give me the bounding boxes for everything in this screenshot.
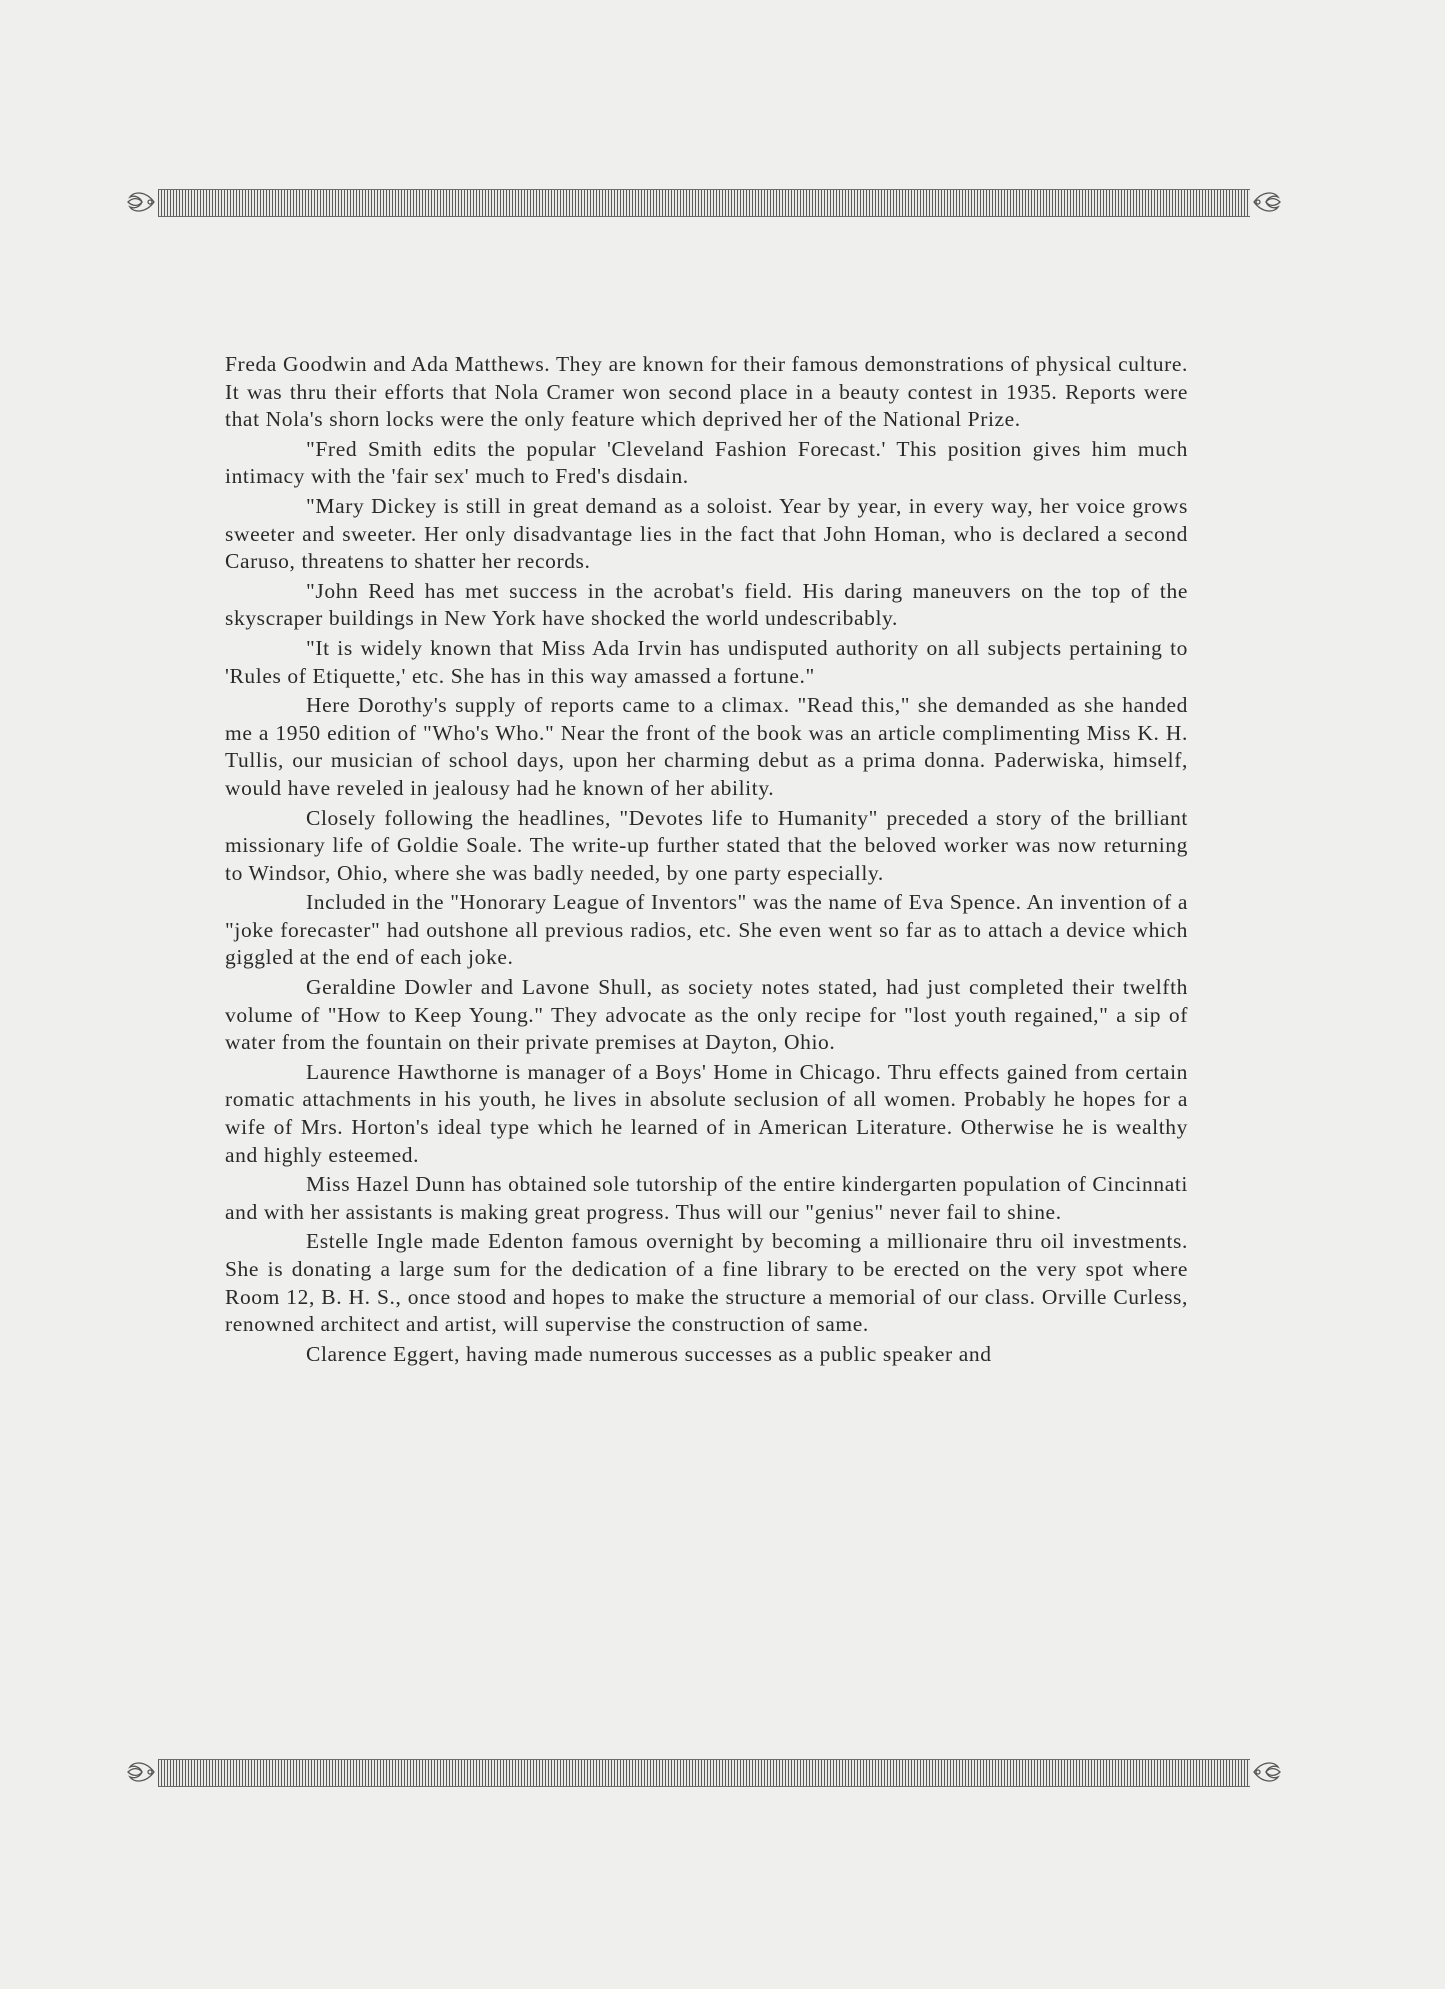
paragraph: "John Reed has met success in the acrobat's field. His daring maneuvers on the top of the skyscraper buildings in New York have shocked the world undescribably. [225, 578, 1188, 631]
paragraph: Geraldine Dowler and Lavone Shull, as society notes stated, had just completed their twelfth volume of "How to Keep Young." They advocate as the only recipe for "lost youth regained," a sip of water from the fountain on their private premises at Dayton, Ohio. [225, 975, 1188, 1055]
paragraph: Included in the "Honorary League of Inventors" was the name of Eva Spence. An invention of a "joke forecaster" had outshone all previous radios, etc. She even went so far as to attach a device which giggled at the end of each joke. [225, 890, 1188, 970]
fleuron-icon [1250, 185, 1284, 219]
fleuron-icon [124, 185, 158, 219]
paragraph: Laurence Hawthorne is manager of a Boys' Home in Chicago. Thru effects gained from certain romatic attachments in his youth, he lives in absolute seclusion of all women. Probably he hopes for a wife of Mrs. Horton's ideal type which he learned of in American Literature. Otherwise he is wealthy and highly esteemed. [225, 1059, 1188, 1167]
border-rule [158, 189, 1250, 217]
paragraph: Estelle Ingle made Edenton famous overnight by becoming a millionaire thru oil investments. She is donating a large sum for the dedication of a fine library to be erected on the very spot where Room 12, B. H. S., once stood and hopes to make the structure a memorial of our class. Orville Curless, renowned architect and artist, will supervise the construction of same. [225, 1229, 1188, 1337]
article-body [225, 351, 1188, 1370]
paragraph: Here Dorothy's supply of reports came to a climax. "Read this," she demanded as she handed me a 1950 edition of "Who's Who." Near the front of the book was an article complimenting Miss K. H. Tullis, our musician of school days, upon her charming debut as a prima donna. Paderwiska, himself, would have reveled in jealousy had he known of her ability. [225, 693, 1188, 800]
paragraph: "It is widely known that Miss Ada Irvin has undisputed authority on all subjects pertaining to 'Rules of Etiquette,' etc. She has in this way amassed a fortune." [225, 635, 1188, 688]
top-decorative-border [124, 185, 1284, 219]
bottom-decorative-border [124, 1755, 1284, 1789]
paragraph: "Fred Smith edits the popular 'Cleveland Fashion Forecast.' This position gives him much intimacy with the 'fair sex' much to Fred's disdain. [225, 436, 1188, 489]
paragraph: Clarence Eggert, having made numerous successes as a public speaker and [306, 1341, 992, 1366]
paragraph: Miss Hazel Dunn has obtained sole tutorship of the entire kindergarten population of Cincinnati and with her assistants is making great progress. Thus will our "genius" never fail to shine. [225, 1172, 1188, 1224]
paragraph: Freda Goodwin and Ada Matthews. They are known for their famous demonstrations of physical culture. It was thru their efforts that Nola Cramer won second place in a beauty contest in 1935. Reports were that Nola's shorn locks were the only feature which deprived her of the National Prize. [225, 352, 1188, 432]
paragraph: "Mary Dickey is still in great demand as a soloist. Year by year, in every way, her voice grows sweeter and sweeter. Her only disadvantage lies in the fact that John Homan, who is declared a second Caruso, threatens to shatter her records. [225, 493, 1188, 574]
border-rule [158, 1759, 1250, 1787]
fleuron-icon [1250, 1755, 1284, 1789]
fleuron-icon [124, 1755, 158, 1789]
paragraph: Closely following the headlines, "Devotes life to Humanity" preceded a story of the brilliant missionary life of Goldie Soale. The write-up further stated that the beloved worker was now returning to Windsor, Ohio, where she was badly needed, by one party especially. [225, 805, 1188, 885]
